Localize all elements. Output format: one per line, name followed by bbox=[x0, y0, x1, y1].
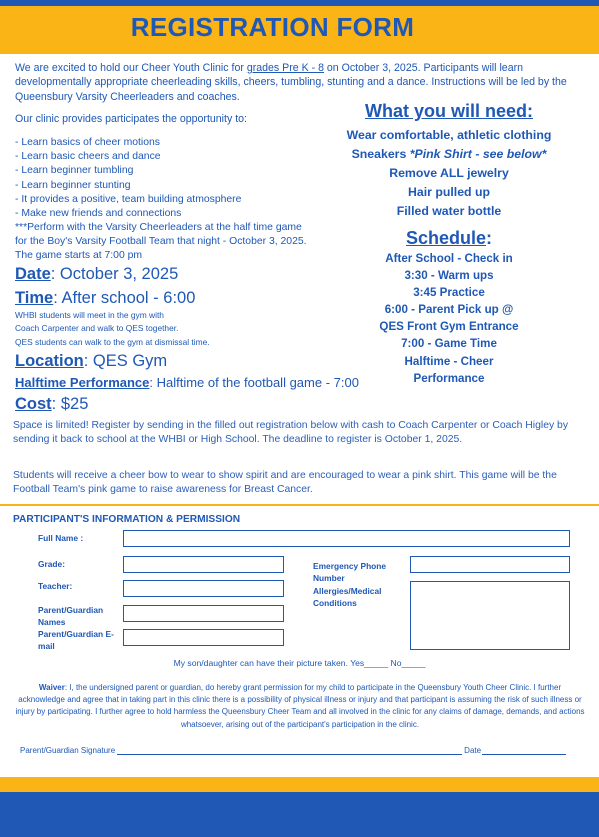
date-blank[interactable] bbox=[482, 754, 566, 755]
full-name-label: Full Name : bbox=[38, 533, 84, 543]
sneakers-text: Sneakers bbox=[351, 147, 410, 161]
time-note: WHBI students will meet in the gym with bbox=[15, 310, 164, 320]
cost-value: : $25 bbox=[51, 395, 89, 413]
page-title: REGISTRATION FORM bbox=[130, 12, 415, 42]
halftime-line bbox=[15, 375, 359, 390]
section-divider bbox=[0, 504, 599, 506]
need-section bbox=[335, 101, 563, 221]
location-label: Location bbox=[15, 352, 84, 370]
footer-blue-band bbox=[0, 792, 599, 837]
schedule-item: Performance bbox=[413, 371, 485, 385]
schedule-item: 6:00 - Parent Pick up @ bbox=[384, 303, 514, 317]
schedule-item: Halftime - Cheer bbox=[404, 354, 494, 368]
intro-grades: grades Pre K - 8 bbox=[246, 62, 324, 74]
signature-line bbox=[20, 746, 585, 755]
teacher-field[interactable] bbox=[123, 580, 284, 597]
schedule-heading bbox=[335, 228, 563, 249]
form-heading: PARTICIPANT'S INFORMATION & PERMISSION bbox=[13, 514, 241, 525]
schedule-item: 3:30 - Warm ups bbox=[404, 269, 494, 283]
list-item: - Learn basic cheers and dance bbox=[15, 151, 161, 163]
need-item: Remove ALL jewelry bbox=[389, 166, 509, 180]
time-note: QES students can walk to the gym at dismissal time. bbox=[15, 336, 210, 347]
schedule-item: After School - Check in bbox=[385, 252, 513, 265]
waiver-label: Waiver bbox=[38, 683, 65, 692]
footer-yellow-band bbox=[0, 777, 599, 792]
halftime-label: Halftime Performance bbox=[15, 375, 150, 390]
grade-field[interactable] bbox=[123, 556, 284, 573]
grade-label: Grade: bbox=[38, 559, 65, 569]
parent-email-label: Parent/Guardian E- mail bbox=[38, 629, 114, 651]
schedule-item: 7:00 - Game Time bbox=[401, 337, 497, 351]
schedule-heading-text: Schedule bbox=[405, 228, 487, 248]
need-item: Hair pulled up bbox=[408, 185, 490, 199]
list-item: - Learn basics of cheer motions bbox=[15, 137, 160, 148]
schedule-section bbox=[335, 228, 563, 387]
schedule-item: QES Front Gym Entrance bbox=[379, 320, 519, 334]
need-item: Wear comfortable, athletic clothing bbox=[346, 128, 552, 142]
list-item: - Learn beginner stunting bbox=[15, 179, 131, 191]
schedule-item: 3:45 Practice bbox=[413, 286, 485, 300]
need-heading: What you will need: bbox=[364, 101, 533, 121]
cost-line bbox=[15, 395, 88, 414]
time-notes bbox=[15, 309, 315, 349]
emergency-phone-field[interactable] bbox=[410, 556, 570, 573]
need-item-sneakers bbox=[335, 145, 563, 164]
time-label: Time bbox=[15, 289, 54, 307]
opportunity-intro: Our clinic provides participates the opportunity to: bbox=[15, 113, 248, 125]
perform-note: ***Perform with the Varsity Cheerleaders at the half time game for the Boy's Varsity Football Team that night - October 3, 2025. The game starts at 7:00 pm bbox=[15, 222, 307, 262]
list-item: - Learn beginner tumbling bbox=[15, 165, 134, 177]
location-line bbox=[15, 352, 167, 371]
parent-names-field[interactable] bbox=[123, 605, 284, 622]
intro-text-1: We are excited to hold our Cheer Youth Clinic for bbox=[15, 62, 247, 74]
need-item: Filled water bottle bbox=[396, 204, 502, 218]
waiver-text bbox=[15, 682, 585, 731]
time-value: : After school - 6:00 bbox=[53, 289, 196, 307]
bow-paragraph: Students will receive a cheer bow to wear to show spirit and are encouraged to wear a pink shirt. This game will be the Football Team's pink game to raise awareness for Breast Cancer. bbox=[13, 470, 557, 496]
signature-blank[interactable] bbox=[117, 754, 462, 755]
location-value: : QES Gym bbox=[83, 352, 168, 370]
space-paragraph: Space is limited! Register by sending in the filled out registration below with cash to Coach Carpenter or Coach Higley by sending it back to school at the WHBI or High School. The deadline to register is October 1, 2025. bbox=[13, 420, 569, 446]
time-note: Coach Carpenter and walk to QES together. bbox=[15, 323, 179, 334]
intro-text-2: on October 3, 2025. Participants will learn developmentally appropriate cheerleading skills, cheers, tumbling, stunting and a dance. Instructions will be led by the Queensbury Varsity Cheerleaders and coaches. bbox=[15, 62, 567, 103]
signature-label: Parent/Guardian Signature bbox=[20, 746, 116, 755]
date-label: Date bbox=[15, 265, 51, 283]
opportunity-list bbox=[15, 136, 315, 221]
pink-shirt-text: *Pink Shirt - see below* bbox=[409, 147, 547, 161]
teacher-label: Teacher: bbox=[38, 581, 73, 591]
full-name-field[interactable] bbox=[123, 530, 570, 547]
emergency-label: Emergency Phone Number bbox=[313, 561, 387, 583]
list-item: - It provides a positive, team building atmosphere bbox=[15, 193, 242, 205]
date-label: Date bbox=[464, 746, 482, 755]
parent-names-label: Parent/Guardian Names bbox=[38, 605, 104, 627]
intro-paragraph bbox=[15, 61, 585, 104]
allergies-field[interactable] bbox=[410, 581, 570, 650]
date-value: : October 3, 2025 bbox=[50, 265, 179, 283]
allergies-label: Allergies/Medical Conditions bbox=[313, 586, 382, 608]
cost-label: Cost bbox=[15, 395, 52, 413]
halftime-value: : Halftime of the football game - 7:00 bbox=[149, 375, 359, 390]
photo-permission: My son/daughter can have their picture taken. Yes_____ No_____ bbox=[173, 658, 426, 668]
list-item: - Make new friends and connections bbox=[15, 208, 182, 220]
schedule-heading-colon: : bbox=[486, 228, 493, 248]
date-line bbox=[15, 265, 178, 284]
waiver-body: : I, the undersigned parent or guardian, do hereby grant permission for my child to participate in the Queensbury Youth Cheer Clinic. I further acknowledge and agree that in taking part in this clinic there is a possibility of physical illness or injury and that participant is assuming the risk of such illness or injury by participating. I further agree to hold harmless the Queensbury Cheer Team and all involved in the clinic for any claims of damage, demands, and actions whatsoever, arising out of the participant's participation in the clinic. bbox=[15, 683, 585, 729]
parent-email-field[interactable] bbox=[123, 629, 284, 646]
time-line bbox=[15, 289, 195, 308]
